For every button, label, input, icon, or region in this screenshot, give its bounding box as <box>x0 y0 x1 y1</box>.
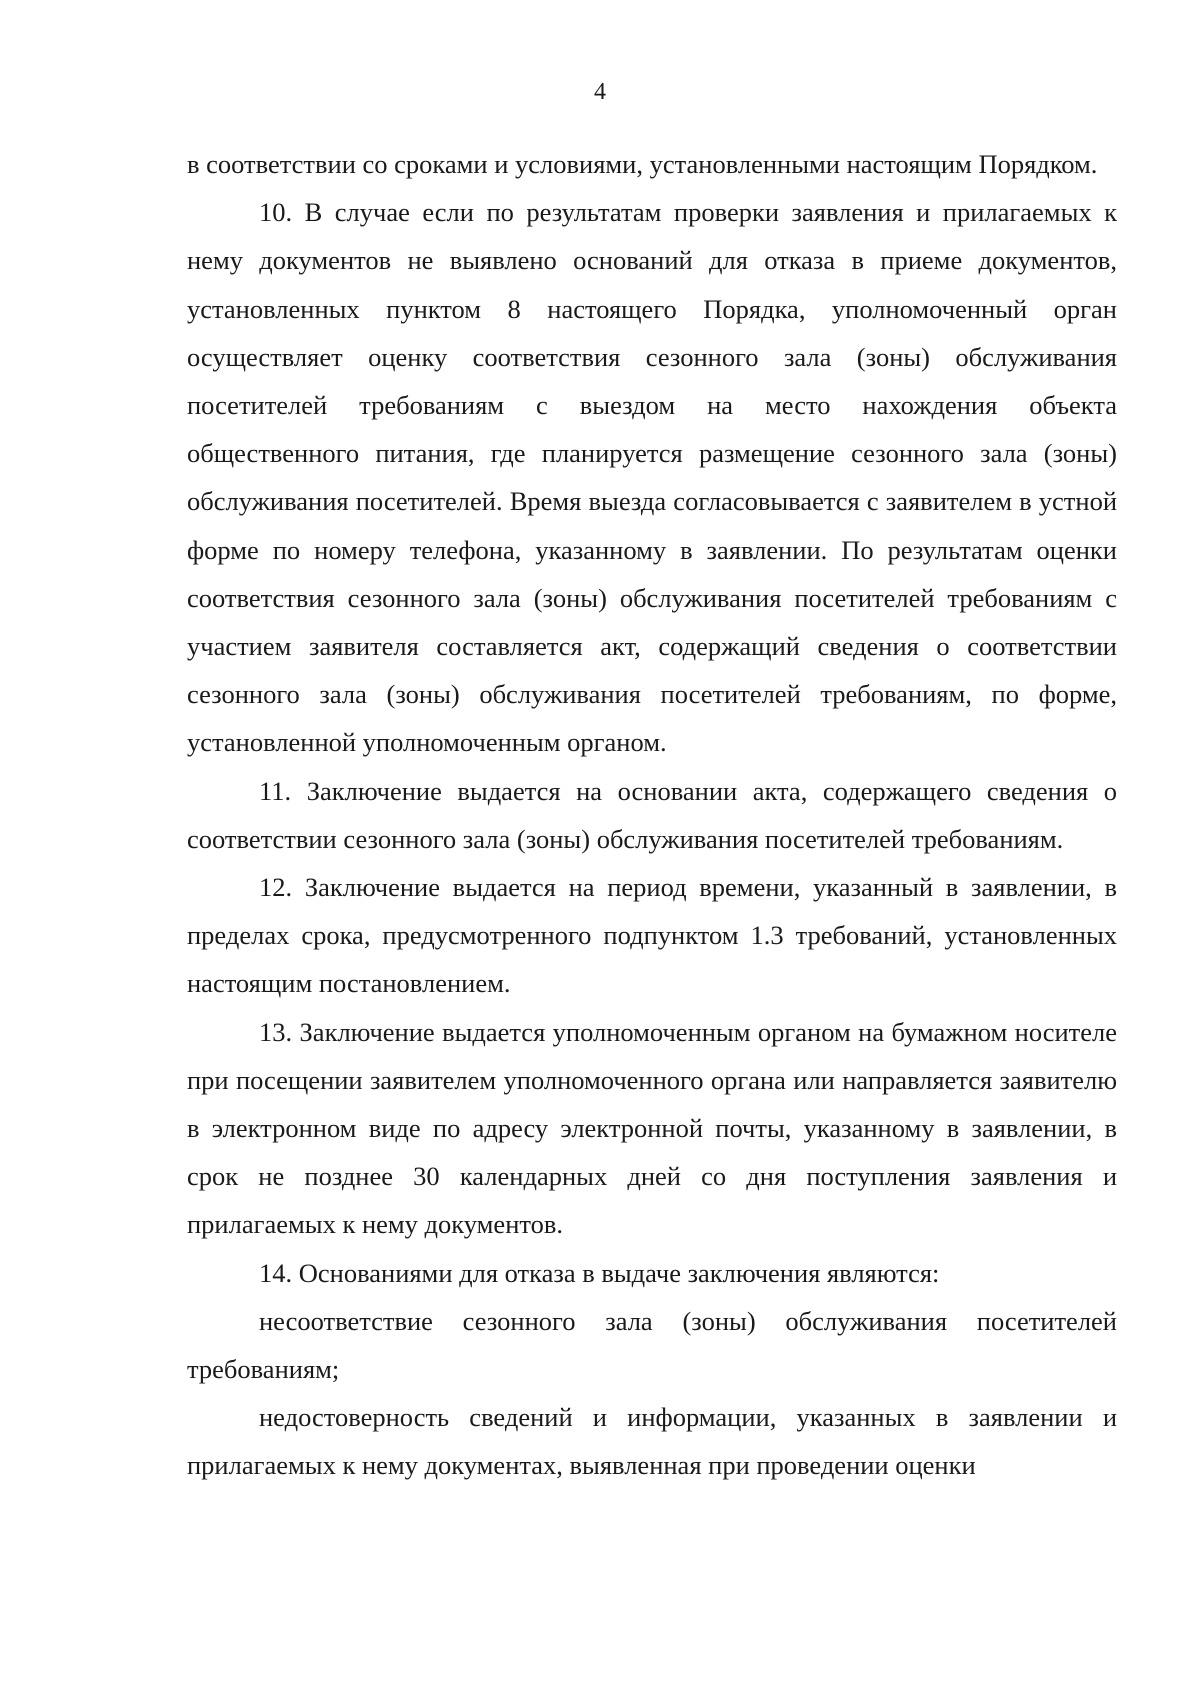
paragraph-13: 13. Заключение выдается уполномоченным органом на бумажном носителе при посещении заявителем уполномоченного органа или направляется заявителю в электронном виде по адресу электронной почты, указанному в заявлении, в срок не позднее 30 календарных дней со дня поступления заявления и прилагаемых к нему документов. <box>187 1016 1117 1240</box>
paragraph-continuation: в соответствии со сроками и условиями, установленными настоящим Порядком. <box>187 149 1098 179</box>
paragraph-11: 11. Заключение выдается на основании акта, содержащего сведения о соответствии сезонного зала (зоны) обслуживания посетителей требованиям. <box>187 775 1117 854</box>
document-body <box>187 140 1117 1490</box>
paragraph-10: 10. В случае если по результатам проверки заявления и прилагаемых к нему документов не выявлено оснований для отказа в приеме документов, установленных пунктом 8 настоящего Порядка, уполномоченный орган осуществляет оценку соответствия сезонного зала (зоны) обслуживания посетителей требованиям с выездом на место нахождения объекта общественного питания, где планируется размещение сезонного зала (зоны) обслуживания посетителей. Время выезда согласовывается с заявителем в устной форме по номеру телефона, указанному в заявлении. По результатам оценки соответствия сезонного зала (зоны) обслуживания посетителей требованиям с участием заявителя составляется акт, содержащий сведения о соответствии сезонного зала (зоны) обслуживания посетителей требованиям, по форме, установленной уполномоченным органом. <box>187 197 1117 758</box>
page-number: 4 <box>594 79 606 105</box>
list-item-inaccuracy: недостоверность сведений и информации, указанных в заявлении и прилагаемых к нему документах, выявленная при проведении оценки <box>187 1402 1117 1481</box>
paragraph-12: 12. Заключение выдается на период времени, указанный в заявлении, в пределах срока, предусмотренного подпунктом 1.3 требований, установленных настоящим постановлением. <box>187 872 1117 999</box>
paragraph-14: 14. Основаниями для отказа в выдаче заключения являются: <box>259 1257 940 1288</box>
list-item-nonconformity: несоответствие сезонного зала (зоны) обслуживания посетителей требованиям; <box>187 1305 1117 1385</box>
